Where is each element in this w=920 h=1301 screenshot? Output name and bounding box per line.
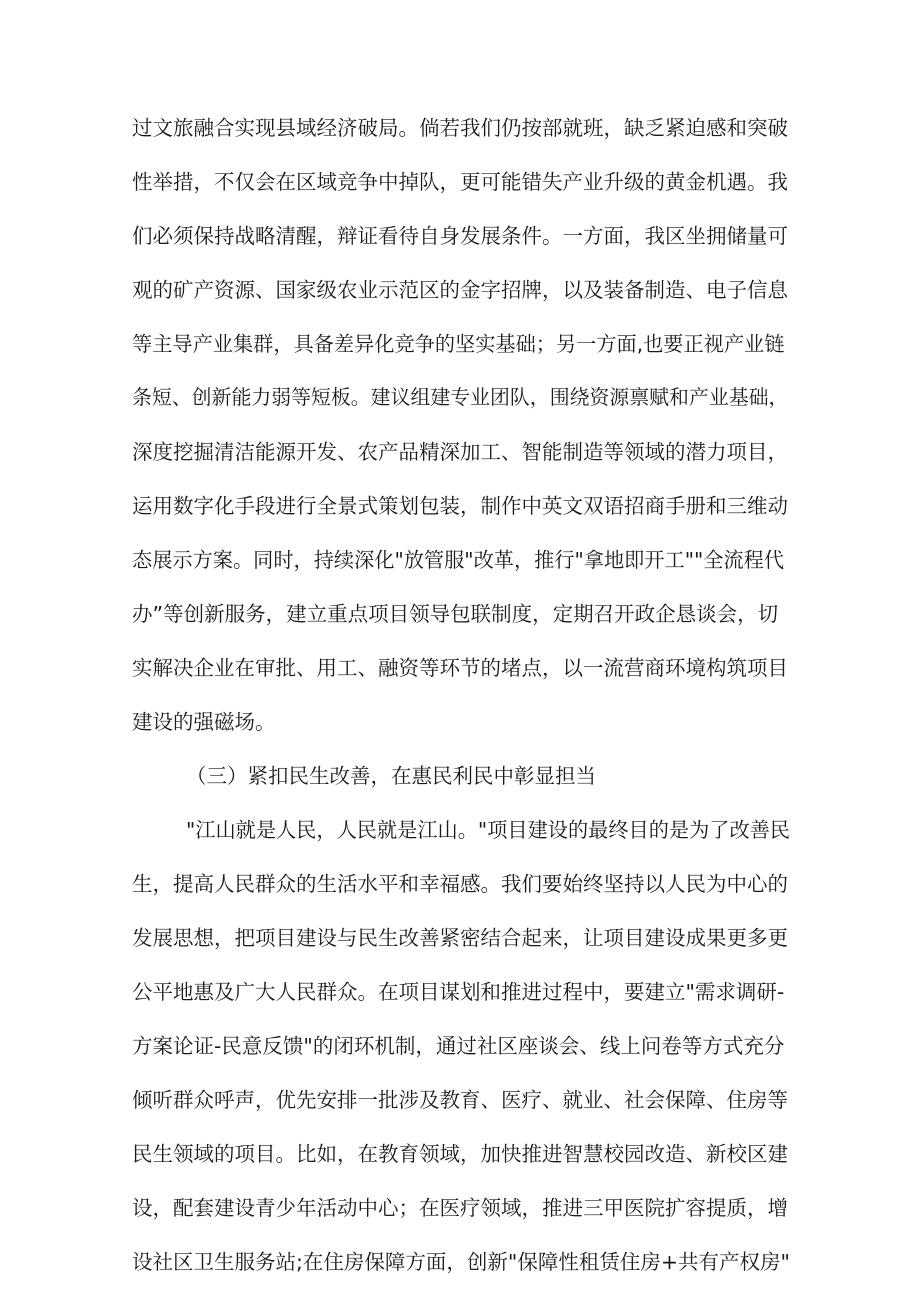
text-line: "江山就是人民，人民就是江山。"项目建设的最终目的是为了改善民 (186, 818, 791, 842)
text-line: 观的矿产资源、国家级农业示范区的金字招牌，以及装备制造、电子信息 (132, 278, 788, 302)
text-line: 条短、创新能力弱等短板。建议组建专业团队，围绕资源禀赋和产业基础， (132, 386, 789, 409)
text-line: 建设的强磁场。 (132, 710, 276, 734)
section-heading: （三）紧扣民生改善，在惠民利民中彰显担当 (186, 764, 596, 788)
text-line: 运用数字化手段进行全景式策划包装，制作中英文双语招商手册和三维动 (132, 494, 788, 518)
text-line: 民生领域的项目。比如，在教育领域，加快推进智慧校园改造、新校区建 (132, 1142, 788, 1166)
text-line: 倾听群众呼声，优先安排一批涉及教育、医疗、就业、社会保障、住房等 (132, 1088, 788, 1112)
text-line: 设，配套建设青少年活动中心；在医疗领域，推进三甲医院扩容提质，增 (132, 1196, 788, 1220)
text-line: 性举措，不仅会在区域竞争中掉队，更可能错失产业升级的黄金机遇。我 (132, 170, 788, 194)
text-line: 办”等创新服务，建立重点项目领导包联制度，定期召开政企恳谈会，切 (132, 602, 779, 626)
text-line: 设社区卫生服务站;在住房保障方面，创新"保障性租赁住房+共有产权房" (132, 1250, 790, 1274)
text-line: 发展思想，把项目建设与民生改善紧密结合起来，让项目建设成果更多更 (132, 926, 788, 950)
text-line: 态展示方案。同时，持续深化"放管服"改革，推行"拿地即开工""全流程代 (132, 548, 785, 572)
text-line: 生，提高人民群众的生活水平和幸福感。我们要始终坚持以人民为中心的 (132, 872, 788, 896)
text-line: 公平地惠及广大人民群众。在项目谋划和推进过程中，要建立"需求调研- (132, 980, 785, 1004)
text-line: 过文旅融合实现县域经济破局。倘若我们仍按部就班，缺乏紧迫感和突破 (132, 116, 788, 140)
text-line: 实解决企业在审批、用工、融资等环节的堵点，以一流营商环境构筑项目 (132, 656, 788, 680)
text-line: 方案论证-民意反馈"的闭环机制，通过社区座谈会、线上问卷等方式充分 (132, 1034, 785, 1058)
text-line: 等主导产业集群，具备差异化竞争的坚实基础；另一方面,也要正视产业链 (132, 332, 785, 356)
text-line: 们必须保持战略清醒，辩证看待自身发展条件。一方面，我区坐拥储量可 (132, 224, 788, 248)
text-line: 深度挖掘清洁能源开发、农产品精深加工、智能制造等领域的潜力项目， (132, 440, 788, 464)
